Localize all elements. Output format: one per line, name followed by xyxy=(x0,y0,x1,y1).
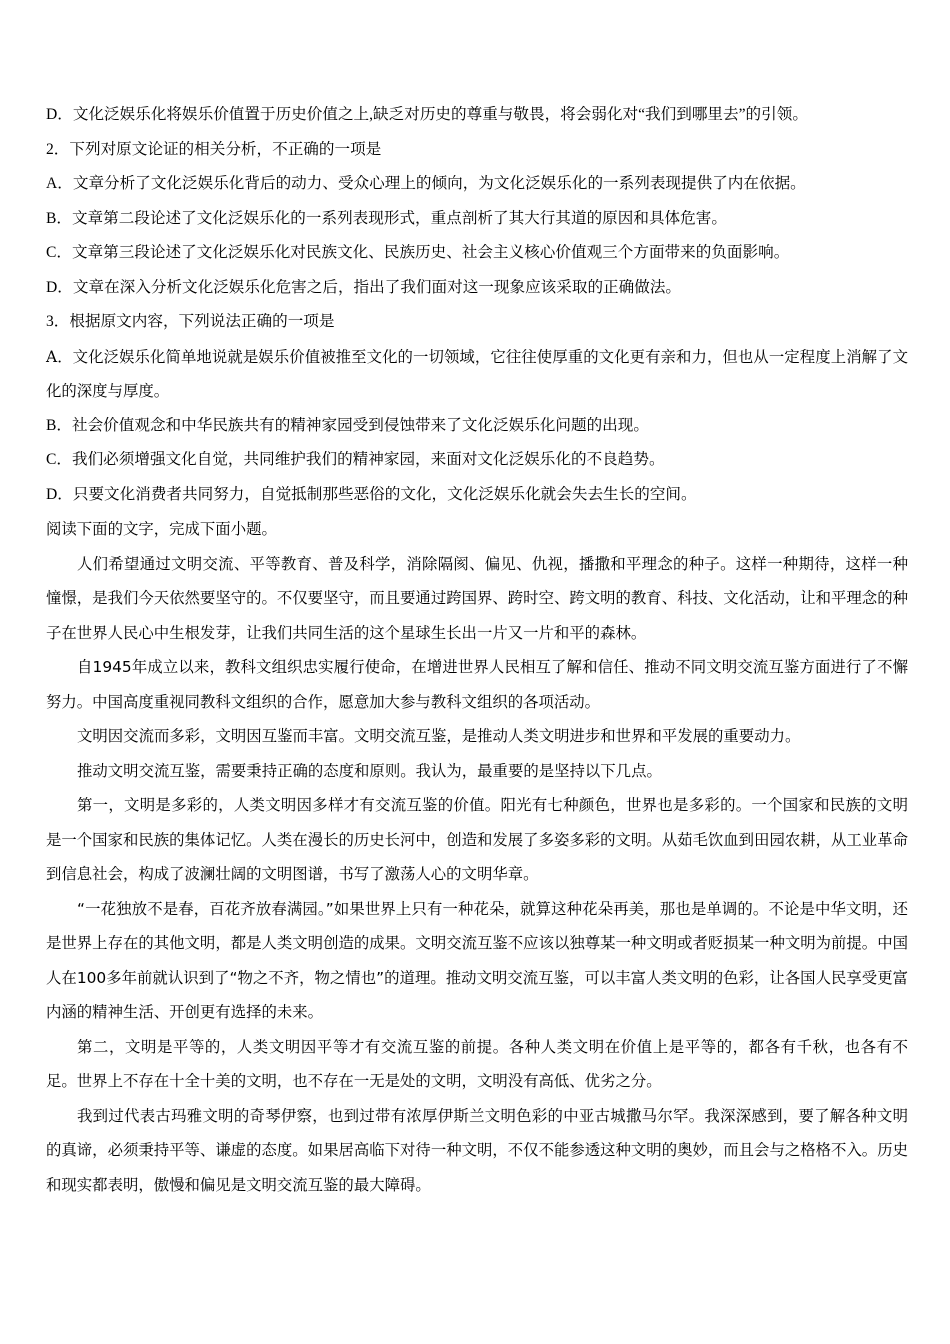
essay-paragraph: 人们希望通过文明交流、平等教育、普及科学，消除隔阂、偏见、仇视，播撒和平理念的种子。这样一种期待，这样一种憧憬，是我们今天依然要坚守的。不仅要坚守，而且要通过跨国界、跨时空、跨文明的教育、科技、文化活动，让和平理念的种子在世界人民心中生根发芽，让我们共同生活的这个星球生长出一片又一片和平的森林。 xyxy=(46,554,908,642)
essay-paragraph: 第一，文明是多彩的，人类文明因多样才有交流互鉴的价值。阳光有七种颜色，世界也是多彩的。一个国家和民族的文明是一个国家和民族的集体记忆。人类在漫长的历史长河中，创造和发展了多姿多彩的文明。从茹毛饮血到田园农耕，从工业革命到信息社会，构成了波澜壮阔的文明图谱，书写了激荡人心的文明华章。 xyxy=(46,796,908,883)
q2-option-a: A．文章分析了文化泛娱乐化背后的动力、受众心理上的倾向，为文化泛娱乐化的一系列表现提供了内在依据。 xyxy=(46,175,806,192)
q2-option-d: D．文章在深入分析文化泛娱乐化危害之后，指出了我们面对这一现象应该采取的正确做法。 xyxy=(46,278,682,296)
essay-paragraph: “一花独放不是春，百花齐放春满园。”如果世界上只有一种花朵，就算这种花朵再美，那也是单调的。不论是中华文明，还是世界上存在的其他文明，都是人类文明创造的成果。文明交流互鉴不应该以独尊某一种文明或者贬损某一种文明为前提。中国人在100多年前就认识到了“物之不齐，物之情也”的道理。推动文明交流互鉴，可以丰富人类文明的色彩，让各国人民享受更富内涵的精神生活、开创更有选择的未来。 xyxy=(46,899,908,1021)
q1-option-d: D．文化泛娱乐化将娱乐价值置于历史价值之上,缺乏对历史的尊重与敬畏，将会弱化对“我们到哪里去”的引领。 xyxy=(46,106,808,123)
essay-paragraph: 第二，文明是平等的，人类文明因平等才有交流互鉴的前提。各种人类文明在价值上是平等的，都各有千秋，也各有不足。世界上不存在十全十美的文明，也不存在一无是处的文明，文明没有高低、优劣之分。 xyxy=(46,1037,908,1090)
q3-option-c: C．我们必须增强文化自觉，共同维护我们的精神家园，来面对文化泛娱乐化的不良趋势。 xyxy=(46,451,665,468)
q2-option-c: C．文章第三段论述了文化泛娱乐化对民族文化、民族历史、社会主义核心价值观三个方面带来的负面影响。 xyxy=(46,244,790,261)
q3-option-d: D．只要文化消费者共同努力，自觉抵制那些恶俗的文化，文化泛娱乐化就会失去生长的空间。 xyxy=(46,485,697,503)
q2-option-b: B．文章第二段论述了文化泛娱乐化的一系列表现形式，重点剖析了其大行其道的原因和具体危害。 xyxy=(46,209,727,227)
essay-paragraph: 我到过代表古玛雅文明的奇琴伊察，也到过带有浓厚伊斯兰文明色彩的中亚古城撒马尔罕。我深深感到，要了解各种文明的真谛，必须秉持平等、谦虚的态度。如果居高临下对待一种文明，不仅不能参透这种文明的奥妙，而且会与之格格不入。历史和现实都表明，傲慢和偏见是文明交流互鉴的最大障碍。 xyxy=(46,1106,908,1194)
q3-stem: 3．根据原文内容，下列说法正确的一项是 xyxy=(46,313,335,330)
document-body xyxy=(46,98,908,1202)
essay-paragraph: 推动文明交流互鉴，需要秉持正确的态度和原则。我认为，最重要的是坚持以下几点。 xyxy=(77,761,662,780)
essay-paragraph: 文明因交流而多彩，文明因互鉴而丰富。文明交流互鉴，是推动人类文明进步和世界和平发展的重要动力。 xyxy=(77,727,801,745)
essay-paragraph: 自1945年成立以来，教科文组织忠实履行使命，在增进世界人民相互了解和信任、推动不同文明交流互鉴方面进行了不懈努力。中国高度重视同教科文组织的合作，愿意加大参与教科文组织的各项活动。 xyxy=(46,658,908,711)
q3-option-b: B．社会价值观念和中华民族共有的精神家园受到侵蚀带来了文化泛娱乐化问题的出现。 xyxy=(46,416,649,434)
reading-instruction: 阅读下面的文字，完成下面小题。 xyxy=(46,520,277,538)
q3-option-a: A．文化泛娱乐化简单地说就是娱乐价值被推至文化的一切领域，它往往使厚重的文化更有亲和力，但也从一定程度上消解了文化的深度与厚度。 xyxy=(46,347,908,400)
q2-stem: 2．下列对原文论证的相关分析，不正确的一项是 xyxy=(46,140,382,158)
